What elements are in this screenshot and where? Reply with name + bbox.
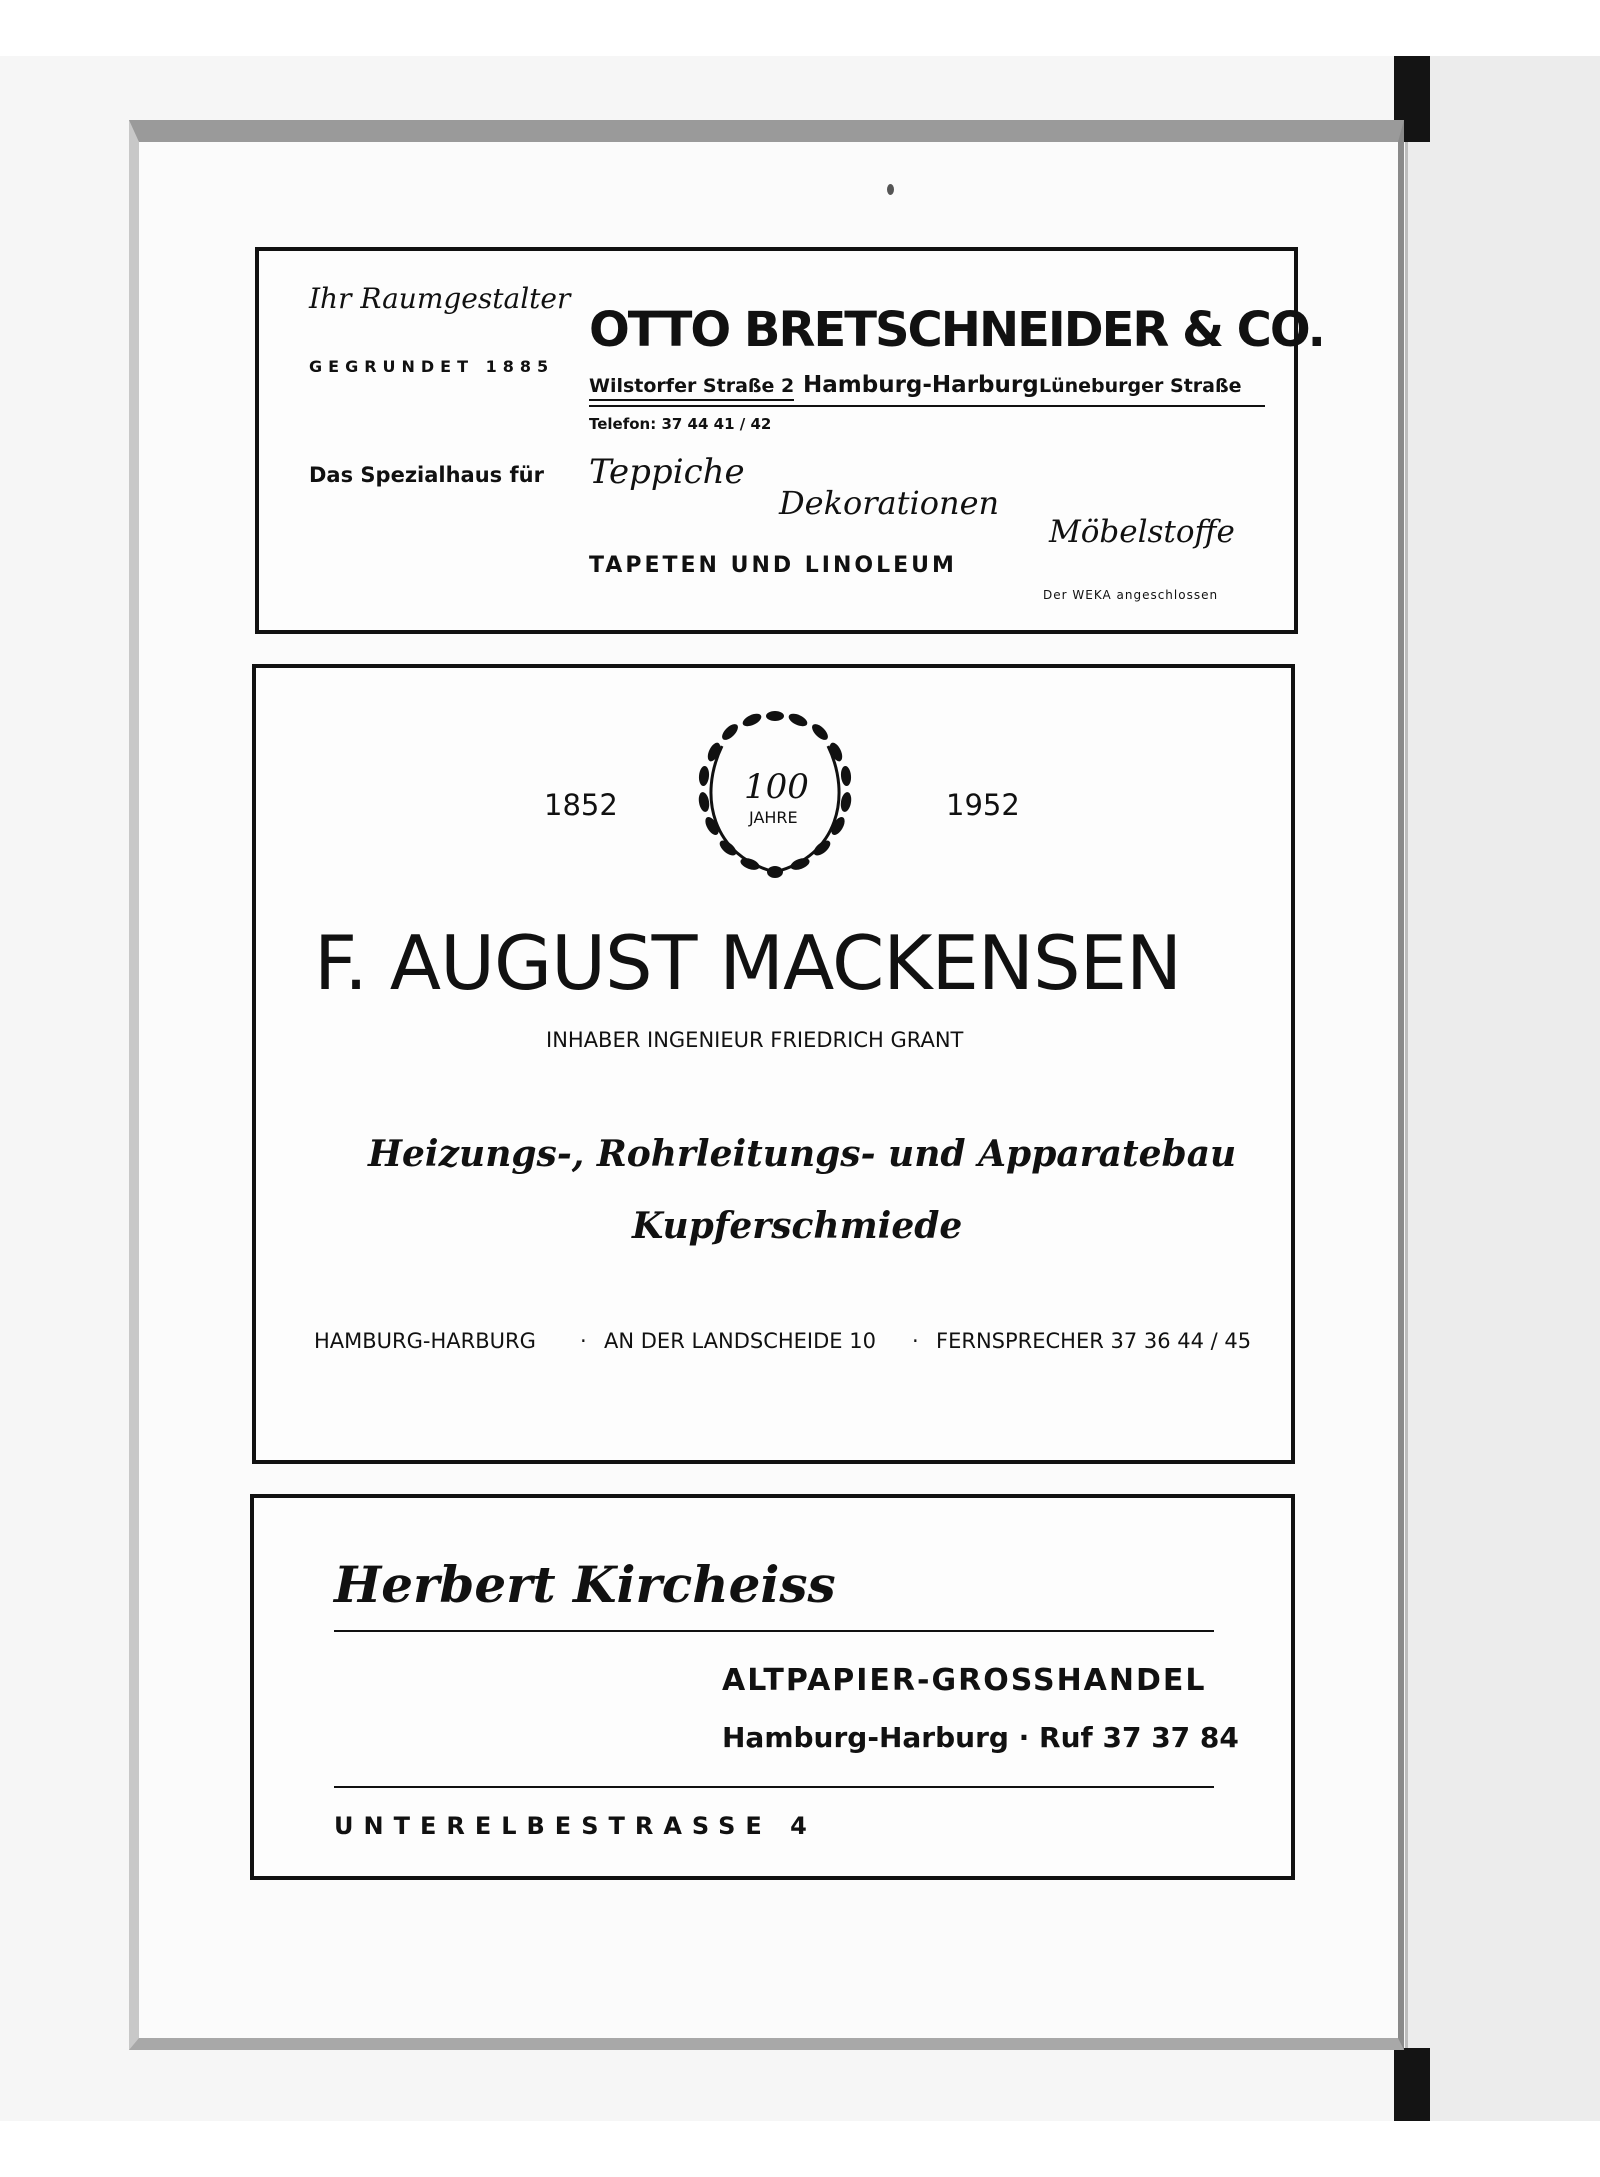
anniversary-label: JAHRE [749, 808, 798, 827]
services-line-2: Kupferschmiede [632, 1205, 963, 1247]
bottom-rule [334, 1786, 1214, 1788]
street-wilstorfer: Wilstorfer Straße 2 [589, 377, 794, 401]
weka-note: Der WEKA angeschlossen [1043, 588, 1219, 602]
company-name: F. AUGUST MACKENSEN [314, 919, 1182, 1007]
business-type: ALTPAPIER-GROSSHANDEL [722, 1663, 1207, 1698]
facing-page-edge [1405, 56, 1600, 2121]
city: Hamburg-Harburg [803, 372, 1039, 398]
item-teppiche: Teppiche [589, 452, 745, 492]
separator-dot-1: · [580, 1329, 587, 1353]
street: UNTERELBESTRASSE 4 [334, 1812, 817, 1840]
founded-year: GEGRUNDET 1885 [309, 357, 555, 376]
company-name: Herbert Kircheiss [334, 1555, 836, 1614]
advertisement-page [129, 120, 1404, 2050]
address: AN DER LANDSCHEIDE 10 [604, 1329, 876, 1353]
year-end: 1952 [946, 788, 1020, 822]
item-moebelstoffe: Möbelstoffe [1049, 514, 1235, 550]
tagline: Ihr Raumgestalter [309, 282, 571, 315]
ad-mackensen [252, 664, 1295, 1464]
ad-kircheiss [250, 1494, 1295, 1880]
address-underline [589, 405, 1265, 407]
phone: FERNSPRECHER 37 36 44 / 45 [936, 1329, 1252, 1353]
top-rule [334, 1630, 1214, 1632]
street-lueneburger: Lüneburger Straße [1039, 375, 1242, 397]
print-speck [887, 184, 894, 195]
owner: INHABER INGENIEUR FRIEDRICH GRANT [546, 1028, 964, 1052]
ad-otto-bretschneider [255, 247, 1324, 634]
anniversary-number: 100 [744, 767, 809, 807]
city: HAMBURG-HARBURG [314, 1329, 536, 1353]
company-name: OTTO BRETSCHNEIDER & CO. [589, 302, 1324, 358]
item-dekorationen: Dekorationen [779, 484, 1000, 522]
separator-dot-2: · [912, 1329, 919, 1353]
binding-mark-bottom [1394, 2048, 1430, 2121]
phone: Telefon: 37 44 41 / 42 [589, 415, 772, 433]
city-and-phone: Hamburg-Harburg · Ruf 37 37 84 [722, 1721, 1239, 1754]
specialty-intro: Das Spezialhaus für [309, 463, 544, 487]
item-tapeten-linoleum: TAPETEN UND LINOLEUM [589, 553, 957, 578]
year-start: 1852 [544, 788, 618, 822]
services-line-1: Heizungs-, Rohrleitungs- und Apparatebau [368, 1133, 1237, 1175]
